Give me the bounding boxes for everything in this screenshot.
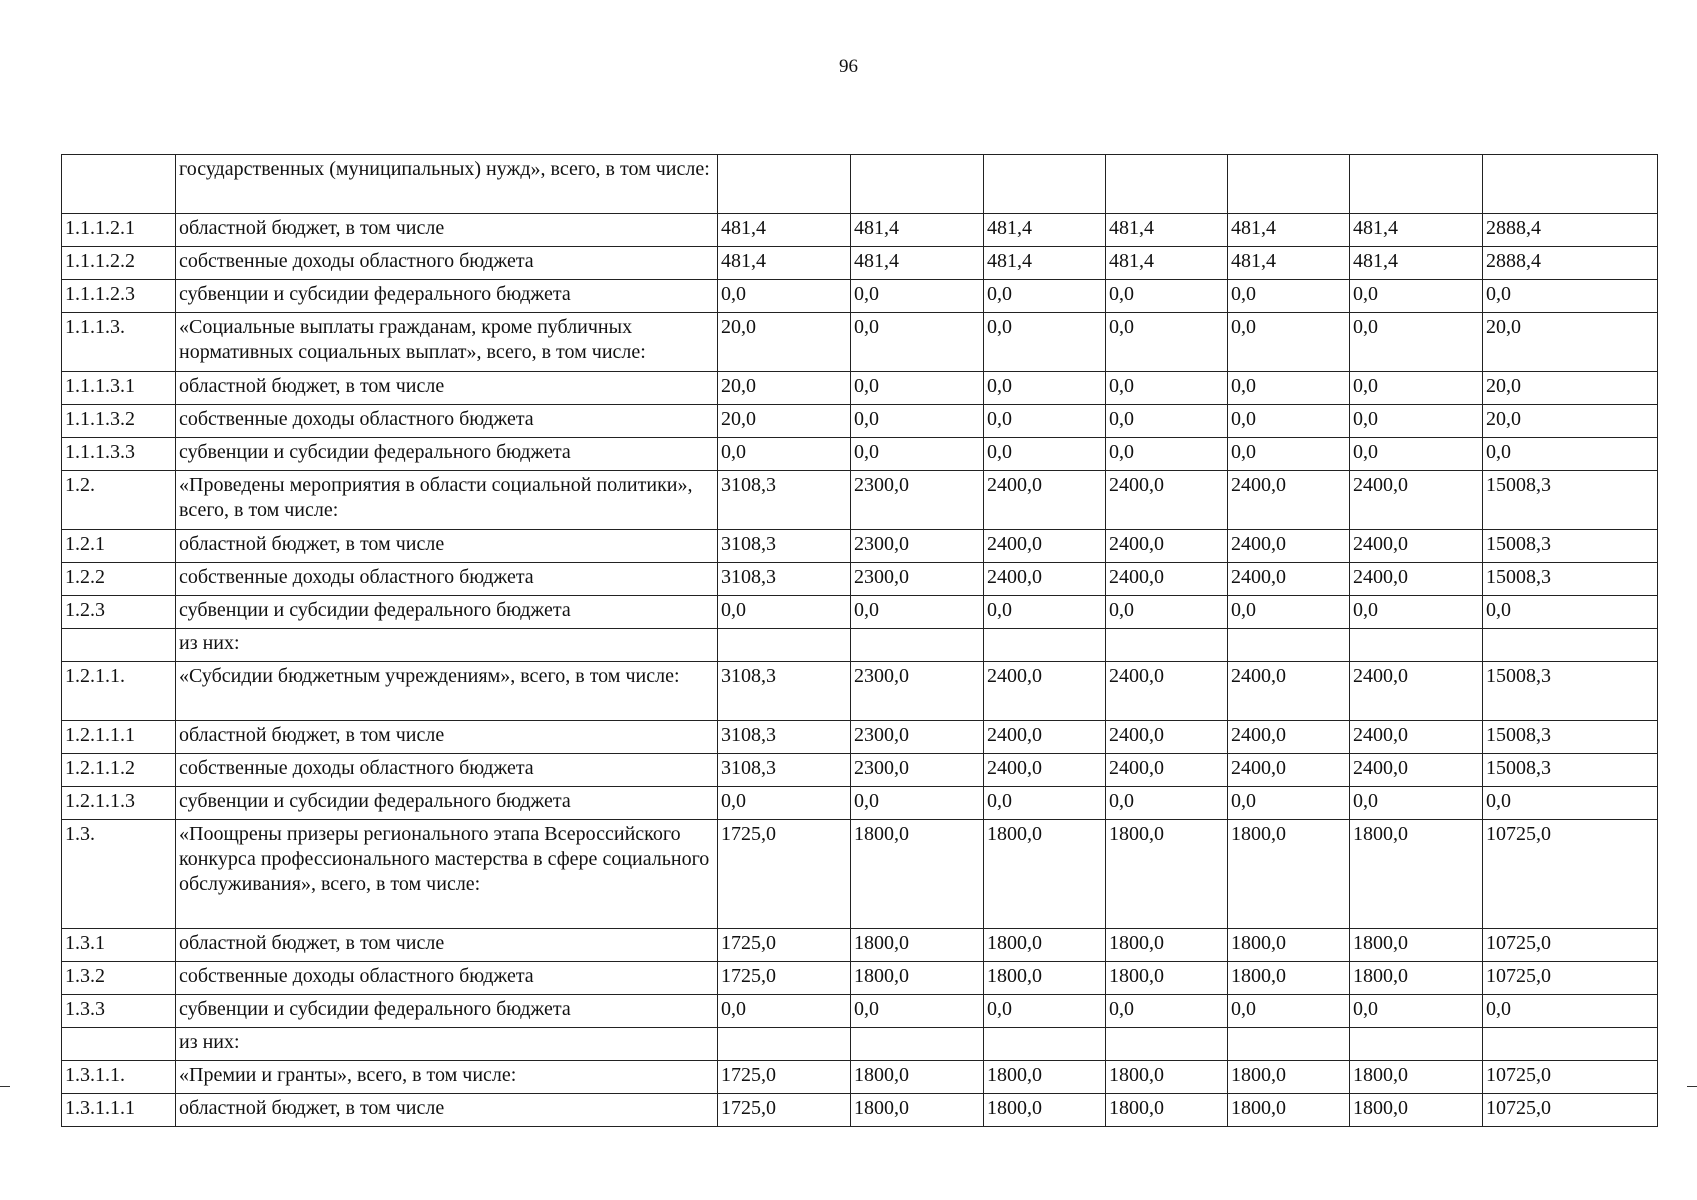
value-cell: 2400,0 — [1106, 662, 1228, 721]
row-name-cell: собственные доходы областного бюджета — [176, 962, 718, 995]
table-row — [62, 405, 1658, 438]
total-value-cell: 15008,3 — [1483, 754, 1658, 787]
total-value-cell: 10725,0 — [1483, 820, 1658, 929]
row-name-cell: собственные доходы областного бюджета — [176, 563, 718, 596]
table-row — [62, 995, 1658, 1028]
value-cell: 3108,3 — [718, 563, 851, 596]
value-cell: 1800,0 — [984, 820, 1106, 929]
row-number-cell: 1.2. — [62, 471, 176, 530]
value-cell — [1228, 1028, 1350, 1061]
total-value-cell: 20,0 — [1483, 372, 1658, 405]
page-number: 96 — [839, 56, 858, 77]
value-cell: 3108,3 — [718, 530, 851, 563]
value-cell: 0,0 — [1350, 995, 1483, 1028]
value-cell: 2400,0 — [1106, 721, 1228, 754]
value-cell: 2400,0 — [1228, 471, 1350, 530]
value-cell: 1800,0 — [1228, 820, 1350, 929]
total-value-cell — [1483, 629, 1658, 662]
value-cell — [1228, 629, 1350, 662]
table-row — [62, 962, 1658, 995]
value-cell: 0,0 — [984, 596, 1106, 629]
total-value-cell: 0,0 — [1483, 995, 1658, 1028]
row-name-cell: из них: — [176, 629, 718, 662]
table-row — [62, 280, 1658, 313]
table-row — [62, 1094, 1658, 1127]
value-cell: 481,4 — [1350, 214, 1483, 247]
row-number-cell — [62, 629, 176, 662]
row-name-cell: субвенции и субсидии федерального бюджета — [176, 438, 718, 471]
value-cell: 1800,0 — [984, 1061, 1106, 1094]
table-row — [62, 563, 1658, 596]
value-cell: 2400,0 — [1350, 530, 1483, 563]
value-cell: 1725,0 — [718, 1061, 851, 1094]
value-cell — [1228, 155, 1350, 214]
value-cell: 3108,3 — [718, 471, 851, 530]
value-cell: 1725,0 — [718, 929, 851, 962]
row-number-cell: 1.2.1 — [62, 530, 176, 563]
row-name-cell: «Социальные выплаты гражданам, кроме публичных нормативных социальных выплат», всего, в том числе: — [176, 313, 718, 372]
table-row — [62, 1061, 1658, 1094]
row-name-cell: субвенции и субсидии федерального бюджета — [176, 280, 718, 313]
row-number-cell: 1.2.1.1.3 — [62, 787, 176, 820]
row-name-cell: государственных (муниципальных) нужд», всего, в том числе: — [176, 155, 718, 214]
value-cell: 2300,0 — [851, 471, 984, 530]
row-name-cell: «Поощрены призеры регионального этапа Всероссийского конкурса профессионального мастерства в сфере социального обслуживания», всего, в том числе: — [176, 820, 718, 929]
value-cell: 2400,0 — [1106, 471, 1228, 530]
value-cell: 481,4 — [1106, 247, 1228, 280]
row-number-cell: 1.3. — [62, 820, 176, 929]
value-cell: 0,0 — [851, 405, 984, 438]
value-cell: 2400,0 — [1106, 530, 1228, 563]
value-cell: 0,0 — [1106, 372, 1228, 405]
row-number-cell: 1.1.1.3.3 — [62, 438, 176, 471]
table-row — [62, 820, 1658, 929]
value-cell: 0,0 — [718, 995, 851, 1028]
value-cell: 0,0 — [984, 280, 1106, 313]
total-value-cell — [1483, 1028, 1658, 1061]
value-cell: 1800,0 — [1106, 1094, 1228, 1127]
table-row — [62, 438, 1658, 471]
table-row — [62, 1028, 1658, 1061]
value-cell: 1800,0 — [1106, 820, 1228, 929]
value-cell — [718, 629, 851, 662]
row-number-cell — [62, 1028, 176, 1061]
value-cell: 0,0 — [851, 372, 984, 405]
value-cell: 0,0 — [1350, 438, 1483, 471]
total-value-cell: 15008,3 — [1483, 721, 1658, 754]
table-row — [62, 214, 1658, 247]
value-cell: 0,0 — [718, 280, 851, 313]
value-cell: 0,0 — [1228, 438, 1350, 471]
table-row — [62, 313, 1658, 372]
row-number-cell: 1.1.1.2.1 — [62, 214, 176, 247]
value-cell: 0,0 — [1350, 280, 1483, 313]
value-cell — [1106, 629, 1228, 662]
row-number-cell: 1.1.1.3. — [62, 313, 176, 372]
row-number-cell: 1.3.2 — [62, 962, 176, 995]
row-name-cell: «Субсидии бюджетным учреждениям», всего, в том числе: — [176, 662, 718, 721]
value-cell — [984, 155, 1106, 214]
table-row — [62, 629, 1658, 662]
value-cell: 1800,0 — [851, 820, 984, 929]
total-value-cell: 20,0 — [1483, 313, 1658, 372]
table-row — [62, 721, 1658, 754]
row-name-cell: областной бюджет, в том числе — [176, 372, 718, 405]
value-cell: 20,0 — [718, 405, 851, 438]
value-cell: 2400,0 — [1228, 721, 1350, 754]
value-cell: 3108,3 — [718, 662, 851, 721]
value-cell: 0,0 — [718, 596, 851, 629]
value-cell: 481,4 — [1350, 247, 1483, 280]
total-value-cell: 15008,3 — [1483, 563, 1658, 596]
total-value-cell: 0,0 — [1483, 596, 1658, 629]
value-cell: 2400,0 — [984, 662, 1106, 721]
value-cell: 2400,0 — [984, 563, 1106, 596]
value-cell: 481,4 — [984, 247, 1106, 280]
value-cell: 0,0 — [1228, 313, 1350, 372]
value-cell: 2400,0 — [1228, 563, 1350, 596]
row-number-cell: 1.3.1.1. — [62, 1061, 176, 1094]
value-cell: 1800,0 — [1106, 1061, 1228, 1094]
value-cell: 2300,0 — [851, 721, 984, 754]
table-row — [62, 471, 1658, 530]
row-name-cell: собственные доходы областного бюджета — [176, 405, 718, 438]
total-value-cell: 2888,4 — [1483, 247, 1658, 280]
value-cell: 1800,0 — [1350, 962, 1483, 995]
table-body — [62, 155, 1658, 1127]
value-cell: 2300,0 — [851, 530, 984, 563]
value-cell: 1725,0 — [718, 1094, 851, 1127]
row-name-cell: «Проведены мероприятия в области социальной политики», всего, в том числе: — [176, 471, 718, 530]
value-cell: 0,0 — [1350, 787, 1483, 820]
row-number-cell: 1.1.1.2.2 — [62, 247, 176, 280]
value-cell: 0,0 — [1106, 995, 1228, 1028]
value-cell: 1800,0 — [1228, 929, 1350, 962]
row-number-cell: 1.3.1 — [62, 929, 176, 962]
table-row — [62, 662, 1658, 721]
row-name-cell: «Премии и гранты», всего, в том числе: — [176, 1061, 718, 1094]
value-cell: 0,0 — [1228, 405, 1350, 438]
value-cell — [984, 1028, 1106, 1061]
total-value-cell: 10725,0 — [1483, 1094, 1658, 1127]
value-cell: 2300,0 — [851, 754, 984, 787]
value-cell: 0,0 — [1228, 280, 1350, 313]
value-cell: 1725,0 — [718, 962, 851, 995]
row-number-cell: 1.2.1.1.1 — [62, 721, 176, 754]
row-number-cell: 1.2.3 — [62, 596, 176, 629]
value-cell: 0,0 — [1228, 372, 1350, 405]
value-cell: 1800,0 — [1350, 1094, 1483, 1127]
total-value-cell: 10725,0 — [1483, 962, 1658, 995]
row-number-cell: 1.1.1.2.3 — [62, 280, 176, 313]
total-value-cell: 15008,3 — [1483, 662, 1658, 721]
budget-table-container — [61, 154, 1658, 1127]
value-cell: 0,0 — [851, 596, 984, 629]
value-cell: 2300,0 — [851, 563, 984, 596]
table-row — [62, 372, 1658, 405]
value-cell: 1800,0 — [984, 929, 1106, 962]
total-value-cell: 0,0 — [1483, 438, 1658, 471]
total-value-cell: 0,0 — [1483, 787, 1658, 820]
row-number-cell: 1.2.1.1.2 — [62, 754, 176, 787]
value-cell: 1800,0 — [1228, 1094, 1350, 1127]
value-cell: 2400,0 — [1350, 563, 1483, 596]
table-row — [62, 530, 1658, 563]
row-name-cell: областной бюджет, в том числе — [176, 929, 718, 962]
value-cell: 0,0 — [851, 280, 984, 313]
value-cell — [1106, 155, 1228, 214]
value-cell: 481,4 — [984, 214, 1106, 247]
value-cell: 0,0 — [1228, 596, 1350, 629]
table-row — [62, 247, 1658, 280]
value-cell — [1106, 1028, 1228, 1061]
value-cell: 481,4 — [1228, 214, 1350, 247]
value-cell: 1800,0 — [851, 1094, 984, 1127]
value-cell: 0,0 — [851, 313, 984, 372]
row-name-cell: собственные доходы областного бюджета — [176, 247, 718, 280]
value-cell: 481,4 — [1228, 247, 1350, 280]
row-number-cell: 1.3.1.1.1 — [62, 1094, 176, 1127]
total-value-cell: 15008,3 — [1483, 471, 1658, 530]
value-cell — [1350, 155, 1483, 214]
row-name-cell: субвенции и субсидии федерального бюджета — [176, 596, 718, 629]
value-cell: 0,0 — [1106, 280, 1228, 313]
value-cell: 1800,0 — [1228, 962, 1350, 995]
value-cell: 0,0 — [718, 438, 851, 471]
row-number-cell: 1.1.1.3.1 — [62, 372, 176, 405]
row-name-cell: областной бюджет, в том числе — [176, 721, 718, 754]
value-cell — [718, 1028, 851, 1061]
value-cell: 3108,3 — [718, 721, 851, 754]
row-number-cell: 1.1.1.3.2 — [62, 405, 176, 438]
value-cell: 20,0 — [718, 372, 851, 405]
row-number-cell: 1.2.2 — [62, 563, 176, 596]
total-value-cell: 10725,0 — [1483, 1061, 1658, 1094]
left-edge-mark — [0, 1086, 10, 1087]
value-cell: 2400,0 — [984, 754, 1106, 787]
value-cell: 0,0 — [718, 787, 851, 820]
value-cell: 0,0 — [984, 995, 1106, 1028]
value-cell: 0,0 — [1106, 405, 1228, 438]
value-cell: 1800,0 — [851, 929, 984, 962]
row-number-cell: 1.2.1.1. — [62, 662, 176, 721]
value-cell: 2400,0 — [1106, 563, 1228, 596]
value-cell: 1800,0 — [1106, 929, 1228, 962]
value-cell: 481,4 — [718, 247, 851, 280]
value-cell — [1350, 1028, 1483, 1061]
value-cell: 2400,0 — [1228, 662, 1350, 721]
row-name-cell: областной бюджет, в том числе — [176, 1094, 718, 1127]
value-cell: 1725,0 — [718, 820, 851, 929]
row-name-cell: областной бюджет, в том числе — [176, 214, 718, 247]
value-cell: 1800,0 — [851, 1061, 984, 1094]
value-cell: 1800,0 — [984, 1094, 1106, 1127]
value-cell: 0,0 — [1106, 438, 1228, 471]
value-cell: 481,4 — [718, 214, 851, 247]
value-cell: 0,0 — [1106, 313, 1228, 372]
value-cell: 2400,0 — [984, 721, 1106, 754]
value-cell: 1800,0 — [1350, 1061, 1483, 1094]
value-cell: 3108,3 — [718, 754, 851, 787]
budget-table — [61, 154, 1658, 1127]
value-cell — [851, 155, 984, 214]
row-name-cell: субвенции и субсидии федерального бюджета — [176, 995, 718, 1028]
value-cell: 0,0 — [984, 787, 1106, 820]
row-name-cell: собственные доходы областного бюджета — [176, 754, 718, 787]
value-cell: 1800,0 — [984, 962, 1106, 995]
value-cell: 1800,0 — [1350, 820, 1483, 929]
value-cell: 481,4 — [851, 214, 984, 247]
table-row — [62, 155, 1658, 214]
value-cell: 0,0 — [1350, 372, 1483, 405]
total-value-cell: 15008,3 — [1483, 530, 1658, 563]
value-cell: 1800,0 — [1350, 929, 1483, 962]
value-cell: 0,0 — [851, 787, 984, 820]
value-cell: 1800,0 — [1106, 962, 1228, 995]
value-cell: 0,0 — [1106, 596, 1228, 629]
value-cell: 2400,0 — [1350, 471, 1483, 530]
value-cell — [851, 1028, 984, 1061]
value-cell — [984, 629, 1106, 662]
value-cell: 2400,0 — [1350, 662, 1483, 721]
value-cell: 2400,0 — [984, 471, 1106, 530]
row-number-cell: 1.3.3 — [62, 995, 176, 1028]
value-cell: 20,0 — [718, 313, 851, 372]
value-cell: 0,0 — [1350, 596, 1483, 629]
value-cell: 0,0 — [851, 438, 984, 471]
total-value-cell: 20,0 — [1483, 405, 1658, 438]
value-cell: 0,0 — [984, 405, 1106, 438]
total-value-cell: 2888,4 — [1483, 214, 1658, 247]
value-cell: 0,0 — [1350, 313, 1483, 372]
value-cell: 2300,0 — [851, 662, 984, 721]
value-cell: 2400,0 — [1350, 721, 1483, 754]
value-cell: 481,4 — [851, 247, 984, 280]
value-cell: 2400,0 — [1228, 754, 1350, 787]
value-cell: 2400,0 — [1350, 754, 1483, 787]
value-cell — [851, 629, 984, 662]
value-cell: 0,0 — [1228, 995, 1350, 1028]
table-row — [62, 596, 1658, 629]
value-cell: 0,0 — [984, 372, 1106, 405]
row-number-cell — [62, 155, 176, 214]
row-name-cell: субвенции и субсидии федерального бюджета — [176, 787, 718, 820]
value-cell: 481,4 — [1106, 214, 1228, 247]
value-cell — [1350, 629, 1483, 662]
value-cell: 1800,0 — [851, 962, 984, 995]
row-name-cell: областной бюджет, в том числе — [176, 530, 718, 563]
value-cell: 2400,0 — [1106, 754, 1228, 787]
value-cell: 2400,0 — [984, 530, 1106, 563]
right-edge-mark — [1687, 1086, 1697, 1087]
value-cell: 0,0 — [1228, 787, 1350, 820]
value-cell: 0,0 — [851, 995, 984, 1028]
total-value-cell: 0,0 — [1483, 280, 1658, 313]
value-cell: 0,0 — [984, 313, 1106, 372]
row-name-cell: из них: — [176, 1028, 718, 1061]
total-value-cell: 10725,0 — [1483, 929, 1658, 962]
value-cell: 0,0 — [1350, 405, 1483, 438]
table-row — [62, 754, 1658, 787]
table-row — [62, 929, 1658, 962]
value-cell: 0,0 — [1106, 787, 1228, 820]
total-value-cell — [1483, 155, 1658, 214]
value-cell: 1800,0 — [1228, 1061, 1350, 1094]
value-cell: 2400,0 — [1228, 530, 1350, 563]
value-cell — [718, 155, 851, 214]
value-cell: 0,0 — [984, 438, 1106, 471]
table-row — [62, 787, 1658, 820]
